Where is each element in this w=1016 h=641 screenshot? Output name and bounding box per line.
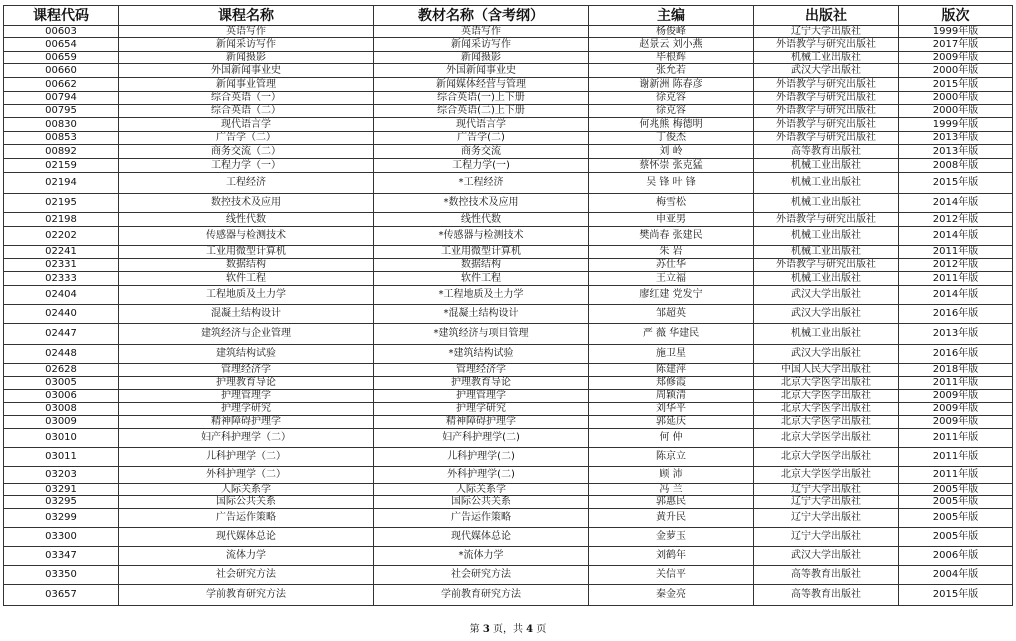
table-row (4, 64, 1013, 78)
header-course-code: 课程代码 (4, 6, 119, 26)
cell-textbook-name: 现代语言学 (374, 118, 589, 132)
cell-course-code: 03299 (4, 509, 119, 528)
cell-editor: 周颖清 (589, 390, 754, 403)
cell-textbook-name: *流体力学 (374, 547, 589, 566)
table-row (4, 364, 1013, 377)
table-row (4, 52, 1013, 64)
cell-editor: 苏仕华 (589, 259, 754, 272)
cell-course-code: 00659 (4, 52, 119, 64)
cell-course-name: 管理经济学 (119, 364, 374, 377)
cell-course-name: 英语写作 (119, 26, 374, 38)
cell-edition: 2000年版 (899, 92, 1013, 105)
table-row (4, 484, 1013, 496)
table-row (4, 246, 1013, 259)
cell-editor: 梅雪松 (589, 194, 754, 213)
cell-publisher: 机械工业出版社 (754, 324, 899, 345)
cell-textbook-name: 现代媒体总论 (374, 528, 589, 547)
cell-textbook-name: *工程经济 (374, 173, 589, 194)
cell-textbook-name: 软件工程 (374, 272, 589, 286)
table-row (4, 286, 1013, 305)
cell-course-name: 新闻采访写作 (119, 38, 374, 52)
cell-edition: 2013年版 (899, 132, 1013, 145)
cell-course-name: 建筑结构试验 (119, 345, 374, 364)
cell-course-code: 02404 (4, 286, 119, 305)
cell-course-name: 商务交流（二） (119, 145, 374, 159)
cell-textbook-name: 新闻媒体经营与管理 (374, 78, 589, 92)
cell-edition: 2011年版 (899, 246, 1013, 259)
cell-publisher: 北京大学医学出版社 (754, 390, 899, 403)
cell-publisher: 机械工业出版社 (754, 173, 899, 194)
cell-course-name: 精神障碍护理学 (119, 416, 374, 429)
cell-course-name: 建筑经济与企业管理 (119, 324, 374, 345)
cell-course-code: 00830 (4, 118, 119, 132)
cell-course-name: 工业用微型计算机 (119, 246, 374, 259)
cell-course-name: 外科护理学（二） (119, 467, 374, 484)
cell-publisher: 高等教育出版社 (754, 585, 899, 606)
table-row (4, 213, 1013, 227)
cell-editor: 郑修霞 (589, 377, 754, 390)
cell-course-code: 02202 (4, 227, 119, 246)
cell-publisher: 中国人民大学出版社 (754, 364, 899, 377)
cell-textbook-name: 新闻采访写作 (374, 38, 589, 52)
cell-edition: 2015年版 (899, 585, 1013, 606)
cell-editor: 严 薇 华建民 (589, 324, 754, 345)
cell-course-name: 工程地质及土力学 (119, 286, 374, 305)
cell-edition: 2009年版 (899, 416, 1013, 429)
cell-edition: 2009年版 (899, 52, 1013, 64)
cell-edition: 2009年版 (899, 390, 1013, 403)
cell-textbook-name: 国际公共关系 (374, 496, 589, 509)
cell-course-name: 社会研究方法 (119, 566, 374, 585)
cell-publisher: 北京大学医学出版社 (754, 467, 899, 484)
cell-edition: 2013年版 (899, 145, 1013, 159)
header-course-name: 课程名称 (119, 6, 374, 26)
cell-edition: 2000年版 (899, 105, 1013, 118)
cell-course-code: 03295 (4, 496, 119, 509)
cell-editor: 刘鹤年 (589, 547, 754, 566)
cell-course-code: 03657 (4, 585, 119, 606)
table-row (4, 272, 1013, 286)
cell-editor: 赵景云 刘小燕 (589, 38, 754, 52)
cell-edition: 2000年版 (899, 64, 1013, 78)
cell-course-name: 综合英语（二） (119, 105, 374, 118)
cell-course-code: 03008 (4, 403, 119, 416)
table-row (4, 324, 1013, 345)
cell-edition: 2016年版 (899, 345, 1013, 364)
cell-edition: 2012年版 (899, 213, 1013, 227)
cell-edition: 2005年版 (899, 484, 1013, 496)
cell-textbook-name: 工程力学(一) (374, 159, 589, 173)
table-row (4, 585, 1013, 606)
cell-editor: 徐克容 (589, 92, 754, 105)
cell-publisher: 机械工业出版社 (754, 227, 899, 246)
cell-edition: 2009年版 (899, 403, 1013, 416)
cell-course-name: 学前教育研究方法 (119, 585, 374, 606)
cell-textbook-name: 综合英语(二)上下册 (374, 105, 589, 118)
cell-course-name: 广告学（二） (119, 132, 374, 145)
cell-course-name: 传感器与检测技术 (119, 227, 374, 246)
cell-publisher: 北京大学医学出版社 (754, 429, 899, 448)
cell-edition: 2013年版 (899, 324, 1013, 345)
cell-course-code: 00795 (4, 105, 119, 118)
cell-editor: 黄升民 (589, 509, 754, 528)
cell-publisher: 机械工业出版社 (754, 246, 899, 259)
table-row (4, 227, 1013, 246)
cell-textbook-name: *建筑结构试验 (374, 345, 589, 364)
cell-publisher: 机械工业出版社 (754, 159, 899, 173)
cell-course-code: 03291 (4, 484, 119, 496)
cell-editor: 郭延庆 (589, 416, 754, 429)
cell-editor: 吴 锋 叶 锋 (589, 173, 754, 194)
cell-publisher: 武汉大学出版社 (754, 286, 899, 305)
cell-textbook-name: 综合英语(一)上下册 (374, 92, 589, 105)
table-row (4, 26, 1013, 38)
cell-edition: 2014年版 (899, 227, 1013, 246)
cell-course-code: 00603 (4, 26, 119, 38)
footer-suffix: 页 (533, 624, 547, 635)
cell-course-name: 妇产科护理学（二） (119, 429, 374, 448)
cell-course-code: 03010 (4, 429, 119, 448)
cell-course-code: 02440 (4, 305, 119, 324)
cell-editor: 关信平 (589, 566, 754, 585)
table-row (4, 416, 1013, 429)
cell-course-name: 广告运作策略 (119, 509, 374, 528)
cell-course-name: 流体力学 (119, 547, 374, 566)
cell-course-code: 03011 (4, 448, 119, 467)
table-row (4, 145, 1013, 159)
cell-course-name: 新闻摄影 (119, 52, 374, 64)
cell-publisher: 机械工业出版社 (754, 52, 899, 64)
cell-textbook-name: 社会研究方法 (374, 566, 589, 585)
cell-textbook-name: 学前教育研究方法 (374, 585, 589, 606)
cell-editor: 陈京立 (589, 448, 754, 467)
cell-textbook-name: 外科护理学(二) (374, 467, 589, 484)
cell-textbook-name: 线性代数 (374, 213, 589, 227)
cell-editor: 杨俊峰 (589, 26, 754, 38)
table-row (4, 345, 1013, 364)
cell-publisher: 北京大学医学出版社 (754, 377, 899, 390)
cell-course-name: 儿科护理学（二） (119, 448, 374, 467)
cell-textbook-name: 广告学(二) (374, 132, 589, 145)
cell-course-code: 03350 (4, 566, 119, 585)
cell-publisher: 机械工业出版社 (754, 272, 899, 286)
table-row (4, 448, 1013, 467)
cell-publisher: 北京大学医学出版社 (754, 416, 899, 429)
footer-prefix: 第 (469, 624, 483, 635)
cell-editor: 朱 岩 (589, 246, 754, 259)
cell-course-name: 国际公共关系 (119, 496, 374, 509)
cell-editor: 廖红建 党发宁 (589, 286, 754, 305)
cell-course-name: 软件工程 (119, 272, 374, 286)
cell-course-name: 护理教育导论 (119, 377, 374, 390)
cell-publisher: 辽宁大学出版社 (754, 484, 899, 496)
cell-textbook-name: 新闻摄影 (374, 52, 589, 64)
cell-editor: 毕根辉 (589, 52, 754, 64)
cell-course-code: 00892 (4, 145, 119, 159)
cell-editor: 何 仲 (589, 429, 754, 448)
textbook-table-container (3, 5, 1012, 606)
cell-publisher: 北京大学医学出版社 (754, 403, 899, 416)
page-footer (0, 620, 1016, 635)
table-row (4, 105, 1013, 118)
cell-publisher: 辽宁大学出版社 (754, 528, 899, 547)
cell-publisher: 外语教学与研究出版社 (754, 118, 899, 132)
cell-publisher: 武汉大学出版社 (754, 64, 899, 78)
cell-edition: 2014年版 (899, 286, 1013, 305)
cell-publisher: 外语教学与研究出版社 (754, 213, 899, 227)
cell-textbook-name: 精神障碍护理学 (374, 416, 589, 429)
cell-edition: 2017年版 (899, 38, 1013, 52)
cell-publisher: 武汉大学出版社 (754, 547, 899, 566)
table-row (4, 92, 1013, 105)
cell-course-name: 外国新闻事业史 (119, 64, 374, 78)
cell-edition: 2008年版 (899, 159, 1013, 173)
cell-course-code: 02628 (4, 364, 119, 377)
cell-publisher: 辽宁大学出版社 (754, 26, 899, 38)
cell-editor: 陈建萍 (589, 364, 754, 377)
cell-editor: 郭惠民 (589, 496, 754, 509)
cell-edition: 1999年版 (899, 118, 1013, 132)
cell-course-code: 00794 (4, 92, 119, 105)
cell-course-name: 现代媒体总论 (119, 528, 374, 547)
cell-editor: 谢新洲 陈春彦 (589, 78, 754, 92)
cell-textbook-name: *建筑经济与项目管理 (374, 324, 589, 345)
cell-course-code: 03347 (4, 547, 119, 566)
cell-textbook-name: *工程地质及土力学 (374, 286, 589, 305)
cell-edition: 2005年版 (899, 509, 1013, 528)
cell-textbook-name: 儿科护理学(二) (374, 448, 589, 467)
cell-course-code: 03300 (4, 528, 119, 547)
cell-textbook-name: 工业用微型计算机 (374, 246, 589, 259)
cell-course-code: 00662 (4, 78, 119, 92)
footer-total-pages: 4 (526, 624, 534, 635)
cell-publisher: 武汉大学出版社 (754, 345, 899, 364)
header-textbook-name: 教材名称（含考纲） (374, 6, 589, 26)
cell-editor: 顾 沛 (589, 467, 754, 484)
header-edition: 版次 (899, 6, 1013, 26)
cell-edition: 2016年版 (899, 305, 1013, 324)
cell-publisher: 外语教学与研究出版社 (754, 92, 899, 105)
cell-textbook-name: 护理管理学 (374, 390, 589, 403)
table-row (4, 173, 1013, 194)
cell-publisher: 外语教学与研究出版社 (754, 38, 899, 52)
cell-editor: 秦金亮 (589, 585, 754, 606)
cell-publisher: 北京大学医学出版社 (754, 448, 899, 467)
table-row (4, 132, 1013, 145)
table-row (4, 390, 1013, 403)
cell-publisher: 外语教学与研究出版社 (754, 105, 899, 118)
cell-course-code: 02333 (4, 272, 119, 286)
cell-course-code: 03006 (4, 390, 119, 403)
table-row (4, 547, 1013, 566)
cell-textbook-name: *数控技术及应用 (374, 194, 589, 213)
cell-publisher: 机械工业出版社 (754, 194, 899, 213)
cell-publisher: 辽宁大学出版社 (754, 509, 899, 528)
cell-textbook-name: 人际关系学 (374, 484, 589, 496)
table-body (4, 26, 1013, 606)
table-row (4, 78, 1013, 92)
cell-publisher: 外语教学与研究出版社 (754, 132, 899, 145)
cell-edition: 2011年版 (899, 429, 1013, 448)
cell-course-name: 混凝土结构设计 (119, 305, 374, 324)
cell-publisher: 武汉大学出版社 (754, 305, 899, 324)
cell-course-name: 工程经济 (119, 173, 374, 194)
header-editor: 主编 (589, 6, 754, 26)
cell-edition: 2015年版 (899, 78, 1013, 92)
table-row (4, 403, 1013, 416)
cell-editor: 何兆熊 梅德明 (589, 118, 754, 132)
cell-course-name: 现代语言学 (119, 118, 374, 132)
table-row (4, 467, 1013, 484)
table-header-row (4, 6, 1013, 26)
cell-course-code: 00853 (4, 132, 119, 145)
cell-course-name: 数控技术及应用 (119, 194, 374, 213)
cell-editor: 冯 兰 (589, 484, 754, 496)
cell-edition: 2006年版 (899, 547, 1013, 566)
cell-edition: 2012年版 (899, 259, 1013, 272)
cell-course-code: 02194 (4, 173, 119, 194)
cell-textbook-name: 英语写作 (374, 26, 589, 38)
cell-textbook-name: 护理学研究 (374, 403, 589, 416)
table-row (4, 305, 1013, 324)
cell-course-name: 护理学研究 (119, 403, 374, 416)
cell-edition: 2011年版 (899, 272, 1013, 286)
cell-editor: 申亚男 (589, 213, 754, 227)
cell-publisher: 高等教育出版社 (754, 566, 899, 585)
cell-textbook-name: 外国新闻事业史 (374, 64, 589, 78)
cell-publisher: 外语教学与研究出版社 (754, 78, 899, 92)
cell-publisher: 外语教学与研究出版社 (754, 259, 899, 272)
table-row (4, 566, 1013, 585)
cell-editor: 丁俊杰 (589, 132, 754, 145)
cell-edition: 2005年版 (899, 496, 1013, 509)
table-row (4, 377, 1013, 390)
cell-course-code: 03203 (4, 467, 119, 484)
cell-textbook-name: 商务交流 (374, 145, 589, 159)
cell-course-name: 护理管理学 (119, 390, 374, 403)
cell-editor: 蔡怀崇 张克猛 (589, 159, 754, 173)
cell-course-code: 02159 (4, 159, 119, 173)
cell-course-code: 00654 (4, 38, 119, 52)
cell-edition: 2011年版 (899, 377, 1013, 390)
table-row (4, 528, 1013, 547)
cell-course-code: 03005 (4, 377, 119, 390)
cell-course-code: 02331 (4, 259, 119, 272)
cell-textbook-name: 数据结构 (374, 259, 589, 272)
cell-editor: 王立福 (589, 272, 754, 286)
cell-textbook-name: 护理教育导论 (374, 377, 589, 390)
cell-publisher: 辽宁大学出版社 (754, 496, 899, 509)
cell-editor: 张允若 (589, 64, 754, 78)
table-row (4, 159, 1013, 173)
cell-publisher: 高等教育出版社 (754, 145, 899, 159)
cell-course-code: 02241 (4, 246, 119, 259)
cell-edition: 2014年版 (899, 194, 1013, 213)
cell-edition: 2011年版 (899, 448, 1013, 467)
cell-course-name: 新闻事业管理 (119, 78, 374, 92)
cell-edition: 2004年版 (899, 566, 1013, 585)
cell-course-code: 02198 (4, 213, 119, 227)
cell-editor: 樊尚春 张建民 (589, 227, 754, 246)
cell-editor: 徐克容 (589, 105, 754, 118)
cell-course-name: 工程力学（一） (119, 159, 374, 173)
cell-course-name: 线性代数 (119, 213, 374, 227)
table-row (4, 429, 1013, 448)
cell-editor: 金萝玉 (589, 528, 754, 547)
cell-course-code: 02447 (4, 324, 119, 345)
cell-textbook-name: *混凝土结构设计 (374, 305, 589, 324)
cell-textbook-name: *传感器与检测技术 (374, 227, 589, 246)
table-row (4, 194, 1013, 213)
cell-course-name: 人际关系学 (119, 484, 374, 496)
cell-editor: 邹超英 (589, 305, 754, 324)
cell-textbook-name: 管理经济学 (374, 364, 589, 377)
footer-middle: 页，共 (489, 624, 527, 635)
cell-course-code: 00660 (4, 64, 119, 78)
cell-editor: 刘华平 (589, 403, 754, 416)
table-row (4, 509, 1013, 528)
cell-edition: 2011年版 (899, 467, 1013, 484)
cell-course-name: 综合英语（一） (119, 92, 374, 105)
textbook-table (3, 5, 1013, 606)
footer-page-number: 3 (482, 624, 490, 635)
cell-edition: 2018年版 (899, 364, 1013, 377)
table-row (4, 496, 1013, 509)
table-row (4, 118, 1013, 132)
cell-edition: 1999年版 (899, 26, 1013, 38)
cell-course-name: 数据结构 (119, 259, 374, 272)
cell-course-code: 02195 (4, 194, 119, 213)
cell-textbook-name: 妇产科护理学(二) (374, 429, 589, 448)
cell-edition: 2015年版 (899, 173, 1013, 194)
cell-edition: 2005年版 (899, 528, 1013, 547)
cell-editor: 施卫星 (589, 345, 754, 364)
cell-course-code: 03009 (4, 416, 119, 429)
cell-textbook-name: 广告运作策略 (374, 509, 589, 528)
table-row (4, 259, 1013, 272)
cell-course-code: 02448 (4, 345, 119, 364)
table-row (4, 38, 1013, 52)
cell-editor: 刘 岭 (589, 145, 754, 159)
header-publisher: 出版社 (754, 6, 899, 26)
